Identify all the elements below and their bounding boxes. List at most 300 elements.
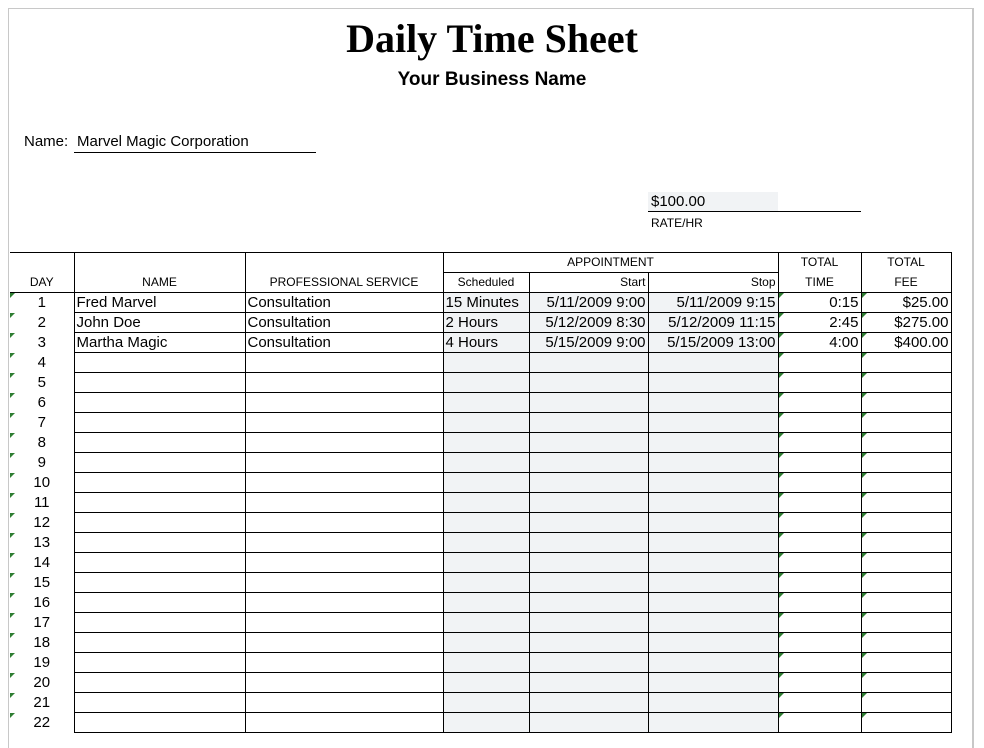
day-cell (10, 593, 74, 613)
name-cell[interactable] (74, 653, 245, 673)
service-cell[interactable] (245, 593, 443, 613)
day-cell-text: 7 (37, 414, 46, 431)
total-time-cell[interactable] (778, 373, 861, 393)
day-cell-text: 16 (33, 594, 51, 611)
name-cell[interactable] (74, 553, 245, 573)
total-time-cell[interactable] (778, 593, 861, 613)
comment-indicator-icon (779, 493, 784, 498)
stop-cell[interactable] (648, 333, 778, 353)
comment-indicator-icon (862, 513, 867, 518)
appointment-header: APPOINTMENT (443, 253, 778, 273)
name-cell[interactable] (74, 513, 245, 533)
rate-underline (648, 211, 861, 212)
scheduled-cell-text: 2 Hours (445, 314, 499, 331)
service-cell[interactable] (245, 553, 443, 573)
stop-cell[interactable] (648, 553, 778, 573)
service-cell[interactable] (245, 433, 443, 453)
stop-cell[interactable] (648, 313, 778, 333)
scheduled-cell[interactable] (443, 393, 529, 413)
service-cell[interactable] (245, 393, 443, 413)
comment-indicator-icon (779, 353, 784, 358)
start-cell[interactable] (529, 553, 648, 573)
total-fee-cell[interactable] (861, 613, 951, 633)
day-cell-text: 14 (33, 554, 51, 571)
comment-indicator-icon (10, 353, 15, 358)
scheduled-cell-text: 4 Hours (445, 334, 499, 351)
service-cell[interactable] (245, 713, 443, 733)
total-fee-cell-text: $275.00 (894, 314, 949, 331)
table-row (10, 373, 951, 393)
scheduled-cell[interactable] (443, 533, 529, 553)
comment-indicator-icon (10, 533, 15, 538)
comment-indicator-icon (862, 333, 867, 338)
day-cell-text: 3 (37, 334, 46, 351)
service-cell[interactable] (245, 473, 443, 493)
comment-indicator-icon (779, 453, 784, 458)
table-row (10, 593, 951, 613)
comment-indicator-icon (862, 433, 867, 438)
stop-cell-text: 5/11/2009 9:15 (676, 294, 776, 311)
total-fee-cell[interactable] (861, 673, 951, 693)
comment-indicator-icon (862, 553, 867, 558)
start-cell[interactable] (529, 653, 648, 673)
name-cell[interactable] (74, 593, 245, 613)
total-time-cell[interactable] (778, 453, 861, 473)
timesheet-table (10, 252, 952, 733)
comment-indicator-icon (10, 293, 15, 298)
stop-cell[interactable] (648, 613, 778, 633)
service-cell[interactable] (245, 513, 443, 533)
day-cell (10, 573, 74, 593)
total-time-cell[interactable] (778, 653, 861, 673)
scheduled-cell[interactable] (443, 373, 529, 393)
scheduled-cell[interactable] (443, 413, 529, 433)
day-header: DAY (10, 273, 74, 293)
service-cell[interactable] (245, 573, 443, 593)
name-cell[interactable] (74, 633, 245, 653)
table-row (10, 693, 951, 713)
total-fee-cell[interactable] (861, 493, 951, 513)
scheduled-cell[interactable] (443, 293, 529, 313)
total-time-cell[interactable] (778, 353, 861, 373)
start-cell[interactable] (529, 493, 648, 513)
scheduled-cell[interactable] (443, 313, 529, 333)
total-fee-cell[interactable] (861, 573, 951, 593)
comment-indicator-icon (10, 313, 15, 318)
comment-indicator-icon (862, 593, 867, 598)
stop-cell[interactable] (648, 393, 778, 413)
comment-indicator-icon (779, 393, 784, 398)
start-cell[interactable] (529, 413, 648, 433)
start-cell[interactable] (529, 353, 648, 373)
day-cell-text: 6 (37, 394, 46, 411)
comment-indicator-icon (779, 713, 784, 718)
total-time-cell[interactable] (778, 393, 861, 413)
comment-indicator-icon (10, 473, 15, 478)
start-cell[interactable] (529, 313, 648, 333)
table-row (10, 713, 951, 733)
name-cell-text: John Doe (76, 314, 141, 331)
comment-indicator-icon (10, 493, 15, 498)
scheduled-cell[interactable] (443, 553, 529, 573)
header-row-2 (10, 273, 951, 293)
start-cell[interactable] (529, 293, 648, 313)
total-fee-cell[interactable] (861, 393, 951, 413)
name-cell[interactable] (74, 613, 245, 633)
service-cell[interactable] (245, 673, 443, 693)
stop-cell[interactable] (648, 653, 778, 673)
name-header-top (74, 253, 245, 273)
scheduled-cell[interactable] (443, 473, 529, 493)
comment-indicator-icon (862, 413, 867, 418)
total-fee-cell[interactable] (861, 533, 951, 553)
start-cell[interactable] (529, 433, 648, 453)
service-cell[interactable] (245, 653, 443, 673)
start-cell[interactable] (529, 373, 648, 393)
comment-indicator-icon (862, 393, 867, 398)
table-row (10, 573, 951, 593)
name-cell[interactable] (74, 693, 245, 713)
stop-cell[interactable] (648, 533, 778, 553)
name-cell[interactable] (74, 533, 245, 553)
day-cell (10, 373, 74, 393)
service-header: PROFESSIONAL SERVICE (245, 273, 443, 293)
total-fee-cell[interactable] (861, 633, 951, 653)
name-cell[interactable] (74, 433, 245, 453)
scheduled-cell[interactable] (443, 493, 529, 513)
start-cell[interactable] (529, 633, 648, 653)
timesheet-rows (10, 293, 951, 733)
stop-cell[interactable] (648, 293, 778, 313)
start-cell[interactable] (529, 713, 648, 733)
day-cell (10, 333, 74, 353)
total-time-header-2: TIME (778, 273, 861, 293)
service-cell[interactable] (245, 633, 443, 653)
scheduled-cell[interactable] (443, 433, 529, 453)
comment-indicator-icon (10, 713, 15, 718)
total-fee-cell[interactable] (861, 293, 951, 313)
total-time-cell-text: 0:15 (829, 294, 859, 311)
scheduled-cell[interactable] (443, 693, 529, 713)
name-cell[interactable] (74, 373, 245, 393)
stop-cell[interactable] (648, 673, 778, 693)
name-cell[interactable] (74, 473, 245, 493)
comment-indicator-icon (10, 373, 15, 378)
start-cell[interactable] (529, 473, 648, 493)
comment-indicator-icon (10, 593, 15, 598)
day-cell-text: 8 (37, 434, 46, 451)
total-time-cell[interactable] (778, 333, 861, 353)
table-row (10, 533, 951, 553)
comment-indicator-icon (779, 553, 784, 558)
total-time-cell[interactable] (778, 713, 861, 733)
total-fee-cell-text: $25.00 (902, 294, 949, 311)
stop-cell[interactable] (648, 513, 778, 533)
day-cell (10, 633, 74, 653)
day-cell-text: 22 (33, 714, 51, 731)
total-fee-cell[interactable] (861, 553, 951, 573)
scheduled-cell[interactable] (443, 633, 529, 653)
comment-indicator-icon (862, 453, 867, 458)
day-cell-text: 12 (33, 514, 51, 531)
table-row (10, 433, 951, 453)
comment-indicator-icon (10, 333, 15, 338)
comment-indicator-icon (779, 413, 784, 418)
stop-cell[interactable] (648, 473, 778, 493)
comment-indicator-icon (10, 413, 15, 418)
service-cell[interactable] (245, 313, 443, 333)
comment-indicator-icon (862, 673, 867, 678)
name-cell-text: Martha Magic (76, 334, 168, 351)
stop-cell-text: 5/15/2009 13:00 (667, 334, 776, 351)
total-fee-cell[interactable] (861, 513, 951, 533)
comment-indicator-icon (779, 613, 784, 618)
table-row (10, 553, 951, 573)
client-name-field[interactable]: Marvel Magic Corporation (74, 133, 316, 153)
name-header: NAME (74, 273, 245, 293)
comment-indicator-icon (862, 633, 867, 638)
name-cell[interactable] (74, 293, 245, 313)
stop-header: Stop (648, 273, 778, 293)
rate-field[interactable]: $100.00 (651, 193, 706, 210)
total-time-cell[interactable] (778, 473, 861, 493)
total-time-cell[interactable] (778, 693, 861, 713)
scheduled-cell[interactable] (443, 513, 529, 533)
total-time-cell[interactable] (778, 673, 861, 693)
scheduled-cell[interactable] (443, 613, 529, 633)
name-cell[interactable] (74, 413, 245, 433)
day-cell-text: 10 (33, 474, 51, 491)
day-cell-text: 20 (33, 674, 51, 691)
total-fee-cell[interactable] (861, 693, 951, 713)
total-fee-cell[interactable] (861, 433, 951, 453)
comment-indicator-icon (862, 353, 867, 358)
scheduled-cell[interactable] (443, 593, 529, 613)
start-cell[interactable] (529, 533, 648, 553)
total-time-cell-text: 2:45 (829, 314, 859, 331)
total-time-cell[interactable] (778, 533, 861, 553)
scheduled-cell[interactable] (443, 353, 529, 373)
scheduled-cell[interactable] (443, 573, 529, 593)
comment-indicator-icon (779, 573, 784, 578)
comment-indicator-icon (779, 673, 784, 678)
stop-cell[interactable] (648, 593, 778, 613)
service-cell[interactable] (245, 333, 443, 353)
start-cell[interactable] (529, 573, 648, 593)
scheduled-cell[interactable] (443, 333, 529, 353)
day-cell (10, 713, 74, 733)
comment-indicator-icon (862, 373, 867, 378)
comment-indicator-icon (779, 533, 784, 538)
scheduled-cell[interactable] (443, 453, 529, 473)
stop-cell[interactable] (648, 493, 778, 513)
day-cell-text: 1 (37, 294, 46, 312)
total-fee-cell[interactable] (861, 313, 951, 333)
total-fee-cell[interactable] (861, 593, 951, 613)
service-cell[interactable] (245, 533, 443, 553)
total-time-cell[interactable] (778, 433, 861, 453)
total-time-cell[interactable] (778, 553, 861, 573)
table-row (10, 393, 951, 413)
comment-indicator-icon (10, 673, 15, 678)
name-cell[interactable] (74, 333, 245, 353)
stop-cell[interactable] (648, 713, 778, 733)
total-time-cell[interactable] (778, 573, 861, 593)
total-fee-cell[interactable] (861, 473, 951, 493)
total-fee-cell[interactable] (861, 653, 951, 673)
comment-indicator-icon (862, 653, 867, 658)
total-fee-cell[interactable] (861, 413, 951, 433)
comment-indicator-icon (779, 333, 784, 338)
table-row (10, 293, 951, 313)
comment-indicator-icon (10, 453, 15, 458)
table-row (10, 613, 951, 633)
total-fee-header-1: TOTAL (861, 253, 951, 273)
name-cell[interactable] (74, 673, 245, 693)
comment-indicator-icon (779, 513, 784, 518)
day-cell (10, 353, 74, 373)
total-time-cell[interactable] (778, 293, 861, 313)
start-cell[interactable] (529, 693, 648, 713)
service-cell-text: Consultation (247, 314, 331, 331)
day-cell-text: 19 (33, 654, 51, 671)
start-cell[interactable] (529, 453, 648, 473)
comment-indicator-icon (862, 573, 867, 578)
total-time-cell[interactable] (778, 613, 861, 633)
total-fee-header-2: FEE (861, 273, 951, 293)
comment-indicator-icon (862, 313, 867, 318)
stop-cell[interactable] (648, 453, 778, 473)
name-cell[interactable] (74, 493, 245, 513)
rate-label: RATE/HR (651, 216, 703, 230)
service-cell[interactable] (245, 493, 443, 513)
day-cell-text: 13 (33, 534, 51, 551)
comment-indicator-icon (862, 613, 867, 618)
stop-cell-text: 5/12/2009 11:15 (668, 314, 776, 331)
day-cell-text: 15 (33, 574, 51, 591)
stop-cell[interactable] (648, 633, 778, 653)
total-fee-cell[interactable] (861, 373, 951, 393)
comment-indicator-icon (862, 533, 867, 538)
start-cell[interactable] (529, 673, 648, 693)
client-name-label: Name: (24, 133, 69, 150)
stop-cell[interactable] (648, 433, 778, 453)
total-fee-cell[interactable] (861, 333, 951, 353)
page-title: Daily Time Sheet (346, 16, 638, 61)
total-time-cell[interactable] (778, 313, 861, 333)
total-time-cell[interactable] (778, 493, 861, 513)
day-cell-text: 2 (37, 314, 46, 331)
day-cell-text: 4 (37, 354, 46, 371)
start-header: Start (529, 273, 648, 293)
scheduled-cell[interactable] (443, 713, 529, 733)
day-cell (10, 693, 74, 713)
day-cell-text: 18 (33, 634, 51, 651)
service-cell[interactable] (245, 293, 443, 313)
table-row (10, 473, 951, 493)
total-fee-cell[interactable] (861, 453, 951, 473)
comment-indicator-icon (10, 653, 15, 658)
day-cell (10, 533, 74, 553)
comment-indicator-icon (10, 573, 15, 578)
day-cell (10, 613, 74, 633)
comment-indicator-icon (10, 553, 15, 558)
service-cell[interactable] (245, 413, 443, 433)
service-cell[interactable] (245, 693, 443, 713)
day-cell (10, 433, 74, 453)
stop-cell[interactable] (648, 413, 778, 433)
name-cell[interactable] (74, 353, 245, 373)
service-cell[interactable] (245, 353, 443, 373)
service-header-top (245, 253, 443, 273)
stop-cell[interactable] (648, 573, 778, 593)
business-name[interactable]: Your Business Name (397, 69, 587, 90)
service-cell[interactable] (245, 453, 443, 473)
day-cell-text: 17 (33, 614, 51, 631)
comment-indicator-icon (862, 713, 867, 718)
table-row (10, 413, 951, 433)
scheduled-cell[interactable] (443, 653, 529, 673)
total-time-cell[interactable] (778, 513, 861, 533)
start-cell[interactable] (529, 333, 648, 353)
day-cell (10, 473, 74, 493)
table-row (10, 513, 951, 533)
day-cell-text: 21 (33, 694, 51, 711)
service-cell[interactable] (245, 613, 443, 633)
service-cell-text: Consultation (247, 294, 331, 311)
comment-indicator-icon (779, 653, 784, 658)
stop-cell[interactable] (648, 373, 778, 393)
comment-indicator-icon (10, 613, 15, 618)
comment-indicator-icon (779, 373, 784, 378)
name-cell[interactable] (74, 313, 245, 333)
day-cell (10, 393, 74, 413)
comment-indicator-icon (779, 433, 784, 438)
name-cell[interactable] (74, 453, 245, 473)
comment-indicator-icon (779, 293, 784, 298)
total-time-cell[interactable] (778, 633, 861, 653)
header-row-1 (10, 253, 951, 273)
scheduled-cell[interactable] (443, 673, 529, 693)
day-cell (10, 453, 74, 473)
start-cell[interactable] (529, 593, 648, 613)
day-cell (10, 653, 74, 673)
comment-indicator-icon (779, 693, 784, 698)
total-time-cell[interactable] (778, 413, 861, 433)
day-cell (10, 293, 74, 313)
comment-indicator-icon (10, 633, 15, 638)
day-cell (10, 313, 74, 333)
day-cell-text: 11 (33, 494, 50, 511)
start-cell[interactable] (529, 613, 648, 633)
start-cell[interactable] (529, 393, 648, 413)
total-fee-cell[interactable] (861, 353, 951, 373)
start-cell[interactable] (529, 513, 648, 533)
comment-indicator-icon (10, 513, 15, 518)
total-fee-cell[interactable] (861, 713, 951, 733)
stop-cell[interactable] (648, 353, 778, 373)
start-cell-text: 5/12/2009 8:30 (545, 314, 646, 331)
service-cell-text: Consultation (247, 334, 331, 351)
service-cell[interactable] (245, 373, 443, 393)
comment-indicator-icon (779, 593, 784, 598)
total-time-cell-text: 4:00 (829, 334, 859, 351)
day-cell-text: 9 (37, 454, 46, 471)
stop-cell[interactable] (648, 693, 778, 713)
name-cell[interactable] (74, 713, 245, 733)
name-cell[interactable] (74, 393, 245, 413)
name-cell[interactable] (74, 573, 245, 593)
